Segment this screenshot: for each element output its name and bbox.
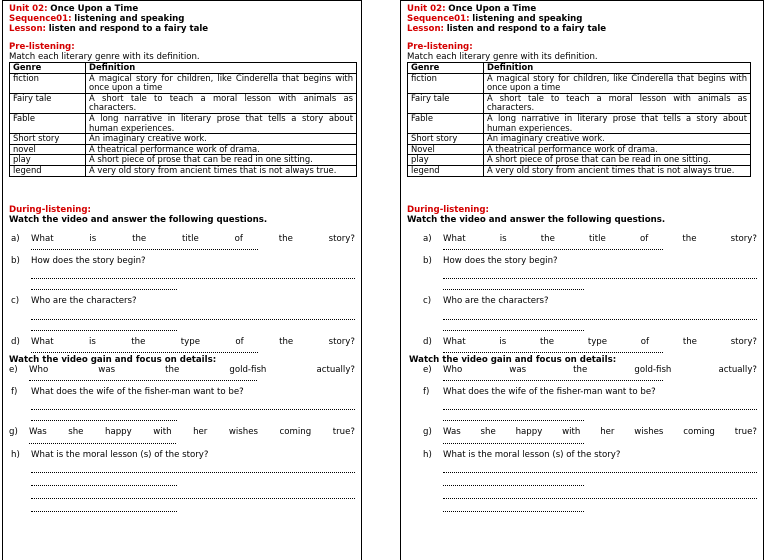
question-g — [9, 427, 355, 443]
question-word: of — [234, 233, 243, 244]
answer-line[interactable] — [443, 499, 584, 512]
unit-title: Once Upon a Time — [50, 4, 139, 14]
question-word: is — [89, 233, 97, 244]
question-b-label: b) — [423, 256, 432, 267]
unit-title: Once Upon a Time — [448, 4, 537, 14]
question-d-label: d) — [423, 336, 432, 347]
question-word: story? — [730, 336, 757, 347]
genre-cell: novel — [10, 144, 86, 155]
question-a — [421, 234, 757, 250]
answer-line[interactable] — [443, 279, 584, 290]
answer-line[interactable] — [31, 460, 355, 473]
question-b — [421, 256, 757, 290]
question-d — [421, 337, 757, 353]
definition-cell: A very old story from ancient times that is not always true. — [484, 165, 751, 176]
question-word: title — [182, 233, 199, 244]
question-g-label: g) — [423, 427, 432, 438]
genre-cell: Fairy tale — [10, 93, 86, 113]
question-word: true? — [734, 427, 757, 438]
question-word: the — [573, 364, 588, 375]
genre-cell: Novel — [408, 144, 484, 155]
question-word: actually? — [718, 364, 757, 375]
question-word: What — [31, 336, 54, 347]
question-h-label: h) — [423, 449, 432, 460]
worksheet-right — [400, 0, 764, 560]
definition-column-header: Definition — [86, 63, 357, 74]
question-word: the — [132, 233, 147, 244]
answer-line[interactable] — [31, 486, 355, 499]
question-c-label: c) — [423, 296, 432, 307]
table-row — [408, 144, 751, 155]
genre-table — [407, 62, 751, 177]
definition-cell: A theatrical performance work of drama. — [86, 144, 357, 155]
question-word: is — [499, 233, 507, 244]
definition-cell: A magical story for children, like Cinderella that begins with once upon a time — [86, 73, 357, 93]
question-word: is — [499, 336, 507, 347]
question-word: the — [165, 364, 180, 375]
genre-cell: play — [408, 155, 484, 166]
question-word: story? — [328, 336, 355, 347]
question-f-label: f) — [11, 387, 18, 398]
question-word: What — [443, 336, 466, 347]
answer-line[interactable] — [31, 397, 355, 410]
question-e — [9, 365, 355, 381]
question-word: the — [539, 336, 555, 347]
question-f-text: What does the wife of the fisher-man want to be? — [443, 387, 656, 398]
question-word: What — [31, 233, 54, 244]
question-f — [9, 387, 355, 421]
question-word: coming — [683, 427, 715, 438]
question-f — [421, 387, 757, 421]
question-b — [9, 256, 355, 290]
question-word: Who — [29, 364, 49, 375]
question-word: Was — [443, 427, 461, 438]
answer-line[interactable] — [443, 473, 584, 486]
genre-cell: Fable — [10, 113, 86, 133]
question-word: she — [480, 427, 496, 438]
pre-listening-instruction: Match each literary genre with its definition. — [9, 51, 200, 62]
definition-cell: A short tale to teach a moral lesson with animals as characters. — [86, 93, 357, 113]
lesson-label: Lesson: — [407, 24, 444, 35]
pre-listening-heading: Pre-listening: — [407, 41, 473, 52]
question-h-text: What is the moral lesson (s) of the story? — [31, 449, 209, 460]
sequence-label: Sequence01: — [407, 14, 470, 25]
lesson-label: Lesson: — [9, 24, 46, 35]
answer-line[interactable] — [31, 473, 177, 486]
question-b-text: How does the story begin? — [443, 256, 558, 267]
question-word: type — [587, 336, 608, 347]
definition-cell: An imaginary creative work. — [86, 134, 357, 145]
lesson-title: listen and respond to a fairy tale — [48, 24, 209, 35]
question-word: she — [68, 427, 84, 438]
question-word: the — [278, 233, 293, 244]
question-d-label: d) — [11, 336, 20, 347]
table-row — [10, 165, 357, 176]
definition-cell: An imaginary creative work. — [484, 134, 751, 145]
question-word: the — [279, 336, 294, 347]
genre-column-header: Genre — [408, 63, 484, 74]
detail-instruction: Watch the video gain and focus on details: — [409, 354, 617, 365]
answer-line[interactable] — [29, 375, 257, 381]
question-d — [9, 337, 355, 353]
table-row — [408, 134, 751, 145]
genre-cell: legend — [10, 165, 86, 176]
question-h-text: What is the moral lesson (s) of the story? — [443, 449, 621, 460]
answer-line[interactable] — [31, 279, 177, 290]
question-word: of — [639, 233, 649, 244]
definition-cell: A magical story for children, like Cinderella that begins with once upon a time — [484, 73, 751, 93]
question-a — [9, 234, 355, 250]
question-word: What — [443, 233, 466, 244]
question-word: is — [89, 336, 96, 347]
question-word: Who — [443, 364, 463, 375]
question-g — [421, 427, 757, 443]
table-header-row — [10, 63, 357, 74]
question-word: her — [600, 427, 615, 438]
question-word: with — [562, 427, 581, 438]
genre-cell: Short story — [10, 134, 86, 145]
worksheet-left — [2, 0, 362, 560]
genre-cell: Fairy tale — [408, 93, 484, 113]
question-word: her — [193, 427, 208, 438]
table-row — [10, 155, 357, 166]
question-word: gold-fish — [229, 364, 267, 375]
answer-line[interactable] — [443, 460, 757, 473]
question-h — [421, 450, 757, 512]
question-g-label: g) — [9, 427, 18, 438]
table-row — [408, 93, 751, 113]
genre-column-header: Genre — [10, 63, 86, 74]
table-row — [10, 93, 357, 113]
answer-line[interactable] — [29, 438, 176, 444]
unit-label: Unit 02: — [407, 4, 446, 14]
pre-listening-instruction: Match each literary genre with its definition. — [407, 51, 598, 62]
during-listening-instruction: Watch the video and answer the following questions. — [407, 214, 666, 225]
answer-line[interactable] — [443, 410, 584, 421]
genre-cell: fiction — [408, 73, 484, 93]
detail-instruction: Watch the video gain and focus on details: — [9, 354, 217, 365]
question-c-text: Who are the characters? — [443, 296, 549, 307]
question-c — [421, 296, 757, 330]
answer-line[interactable] — [31, 244, 258, 250]
table-row — [10, 144, 357, 155]
table-row — [408, 165, 751, 176]
answer-line[interactable] — [31, 266, 355, 279]
question-word: story? — [328, 233, 355, 244]
answer-line[interactable] — [31, 320, 177, 331]
question-word: the — [131, 336, 146, 347]
during-listening-heading: During-listening: — [9, 204, 91, 215]
answer-line[interactable] — [443, 320, 584, 331]
question-f-label: f) — [423, 387, 430, 398]
question-b-text: How does the story begin? — [31, 256, 146, 267]
question-word: with — [153, 427, 172, 438]
during-listening-instruction: Watch the video and answer the following questions. — [9, 214, 268, 225]
answer-line[interactable] — [443, 266, 757, 279]
definition-cell: A short tale to teach a moral lesson with animals as characters. — [484, 93, 751, 113]
answer-line[interactable] — [31, 347, 258, 353]
question-word: of — [640, 336, 650, 347]
question-a-label: a) — [11, 233, 20, 244]
answer-line[interactable] — [443, 375, 663, 381]
table-row — [408, 73, 751, 93]
question-word: the — [682, 336, 697, 347]
question-word: wishes — [228, 427, 258, 438]
genre-cell: legend — [408, 165, 484, 176]
question-word: coming — [279, 427, 312, 438]
pre-listening-heading: Pre-listening: — [9, 41, 75, 52]
genre-cell: Short story — [408, 134, 484, 145]
lesson-title: listen and respond to a fairy tale — [446, 24, 607, 35]
answer-line[interactable] — [443, 347, 663, 353]
question-word: Was — [29, 427, 47, 438]
table-row — [408, 155, 751, 166]
question-a-label: a) — [423, 233, 432, 244]
sequence-label: Sequence01: — [9, 14, 72, 25]
answer-line[interactable] — [31, 410, 177, 421]
genre-cell: fiction — [10, 73, 86, 93]
question-word: actually? — [316, 364, 355, 375]
answer-line[interactable] — [443, 244, 663, 250]
question-word: wishes — [634, 427, 664, 438]
question-word: of — [235, 336, 244, 347]
sequence-title: listening and speaking — [74, 14, 185, 25]
during-listening-heading: During-listening: — [407, 204, 489, 215]
answer-line[interactable] — [31, 307, 355, 320]
question-word: title — [589, 233, 606, 244]
question-c — [9, 296, 355, 330]
question-word: gold-fish — [634, 364, 672, 375]
question-c-label: c) — [11, 296, 20, 307]
question-c-text: Who are the characters? — [31, 296, 137, 307]
question-h-label: h) — [11, 449, 20, 460]
genre-cell: play — [10, 155, 86, 166]
question-word: was — [98, 364, 116, 375]
question-word: the — [682, 233, 697, 244]
sequence-title: listening and speaking — [472, 14, 583, 25]
definition-cell: A short piece of prose that can be read in one sitting. — [86, 155, 357, 166]
unit-label: Unit 02: — [9, 4, 48, 14]
answer-line[interactable] — [31, 499, 177, 512]
question-f-text: What does the wife of the fisher-man want to be? — [31, 387, 244, 398]
question-word: the — [540, 233, 555, 244]
question-word: was — [509, 364, 527, 375]
definition-cell: A short piece of prose that can be read in one sitting. — [484, 155, 751, 166]
answer-line[interactable] — [443, 438, 584, 444]
question-e-label: e) — [423, 364, 432, 375]
answer-line[interactable] — [443, 307, 757, 320]
answer-line[interactable] — [443, 486, 757, 499]
genre-cell: Fable — [408, 113, 484, 133]
question-word: story? — [730, 233, 757, 244]
definition-cell: A theatrical performance work of drama. — [484, 144, 751, 155]
definition-cell: A long narrative in literary prose that tells a story about human experiences. — [484, 113, 751, 133]
question-word: happy — [515, 427, 543, 438]
table-row — [10, 134, 357, 145]
question-b-label: b) — [11, 256, 20, 267]
table-row — [10, 113, 357, 133]
definition-cell: A very old story from ancient times that is not always true. — [86, 165, 357, 176]
question-h — [9, 450, 355, 512]
question-e — [421, 365, 757, 381]
genre-table — [9, 62, 357, 177]
table-row — [408, 113, 751, 133]
question-e-label: e) — [9, 364, 18, 375]
definition-column-header: Definition — [484, 63, 751, 74]
table-row — [10, 73, 357, 93]
question-word: true? — [332, 427, 355, 438]
question-word: type — [180, 336, 200, 347]
question-word: happy — [105, 427, 132, 438]
definition-cell: A long narrative in literary prose that tells a story about human experiences. — [86, 113, 357, 133]
table-header-row — [408, 63, 751, 74]
answer-line[interactable] — [443, 397, 757, 410]
